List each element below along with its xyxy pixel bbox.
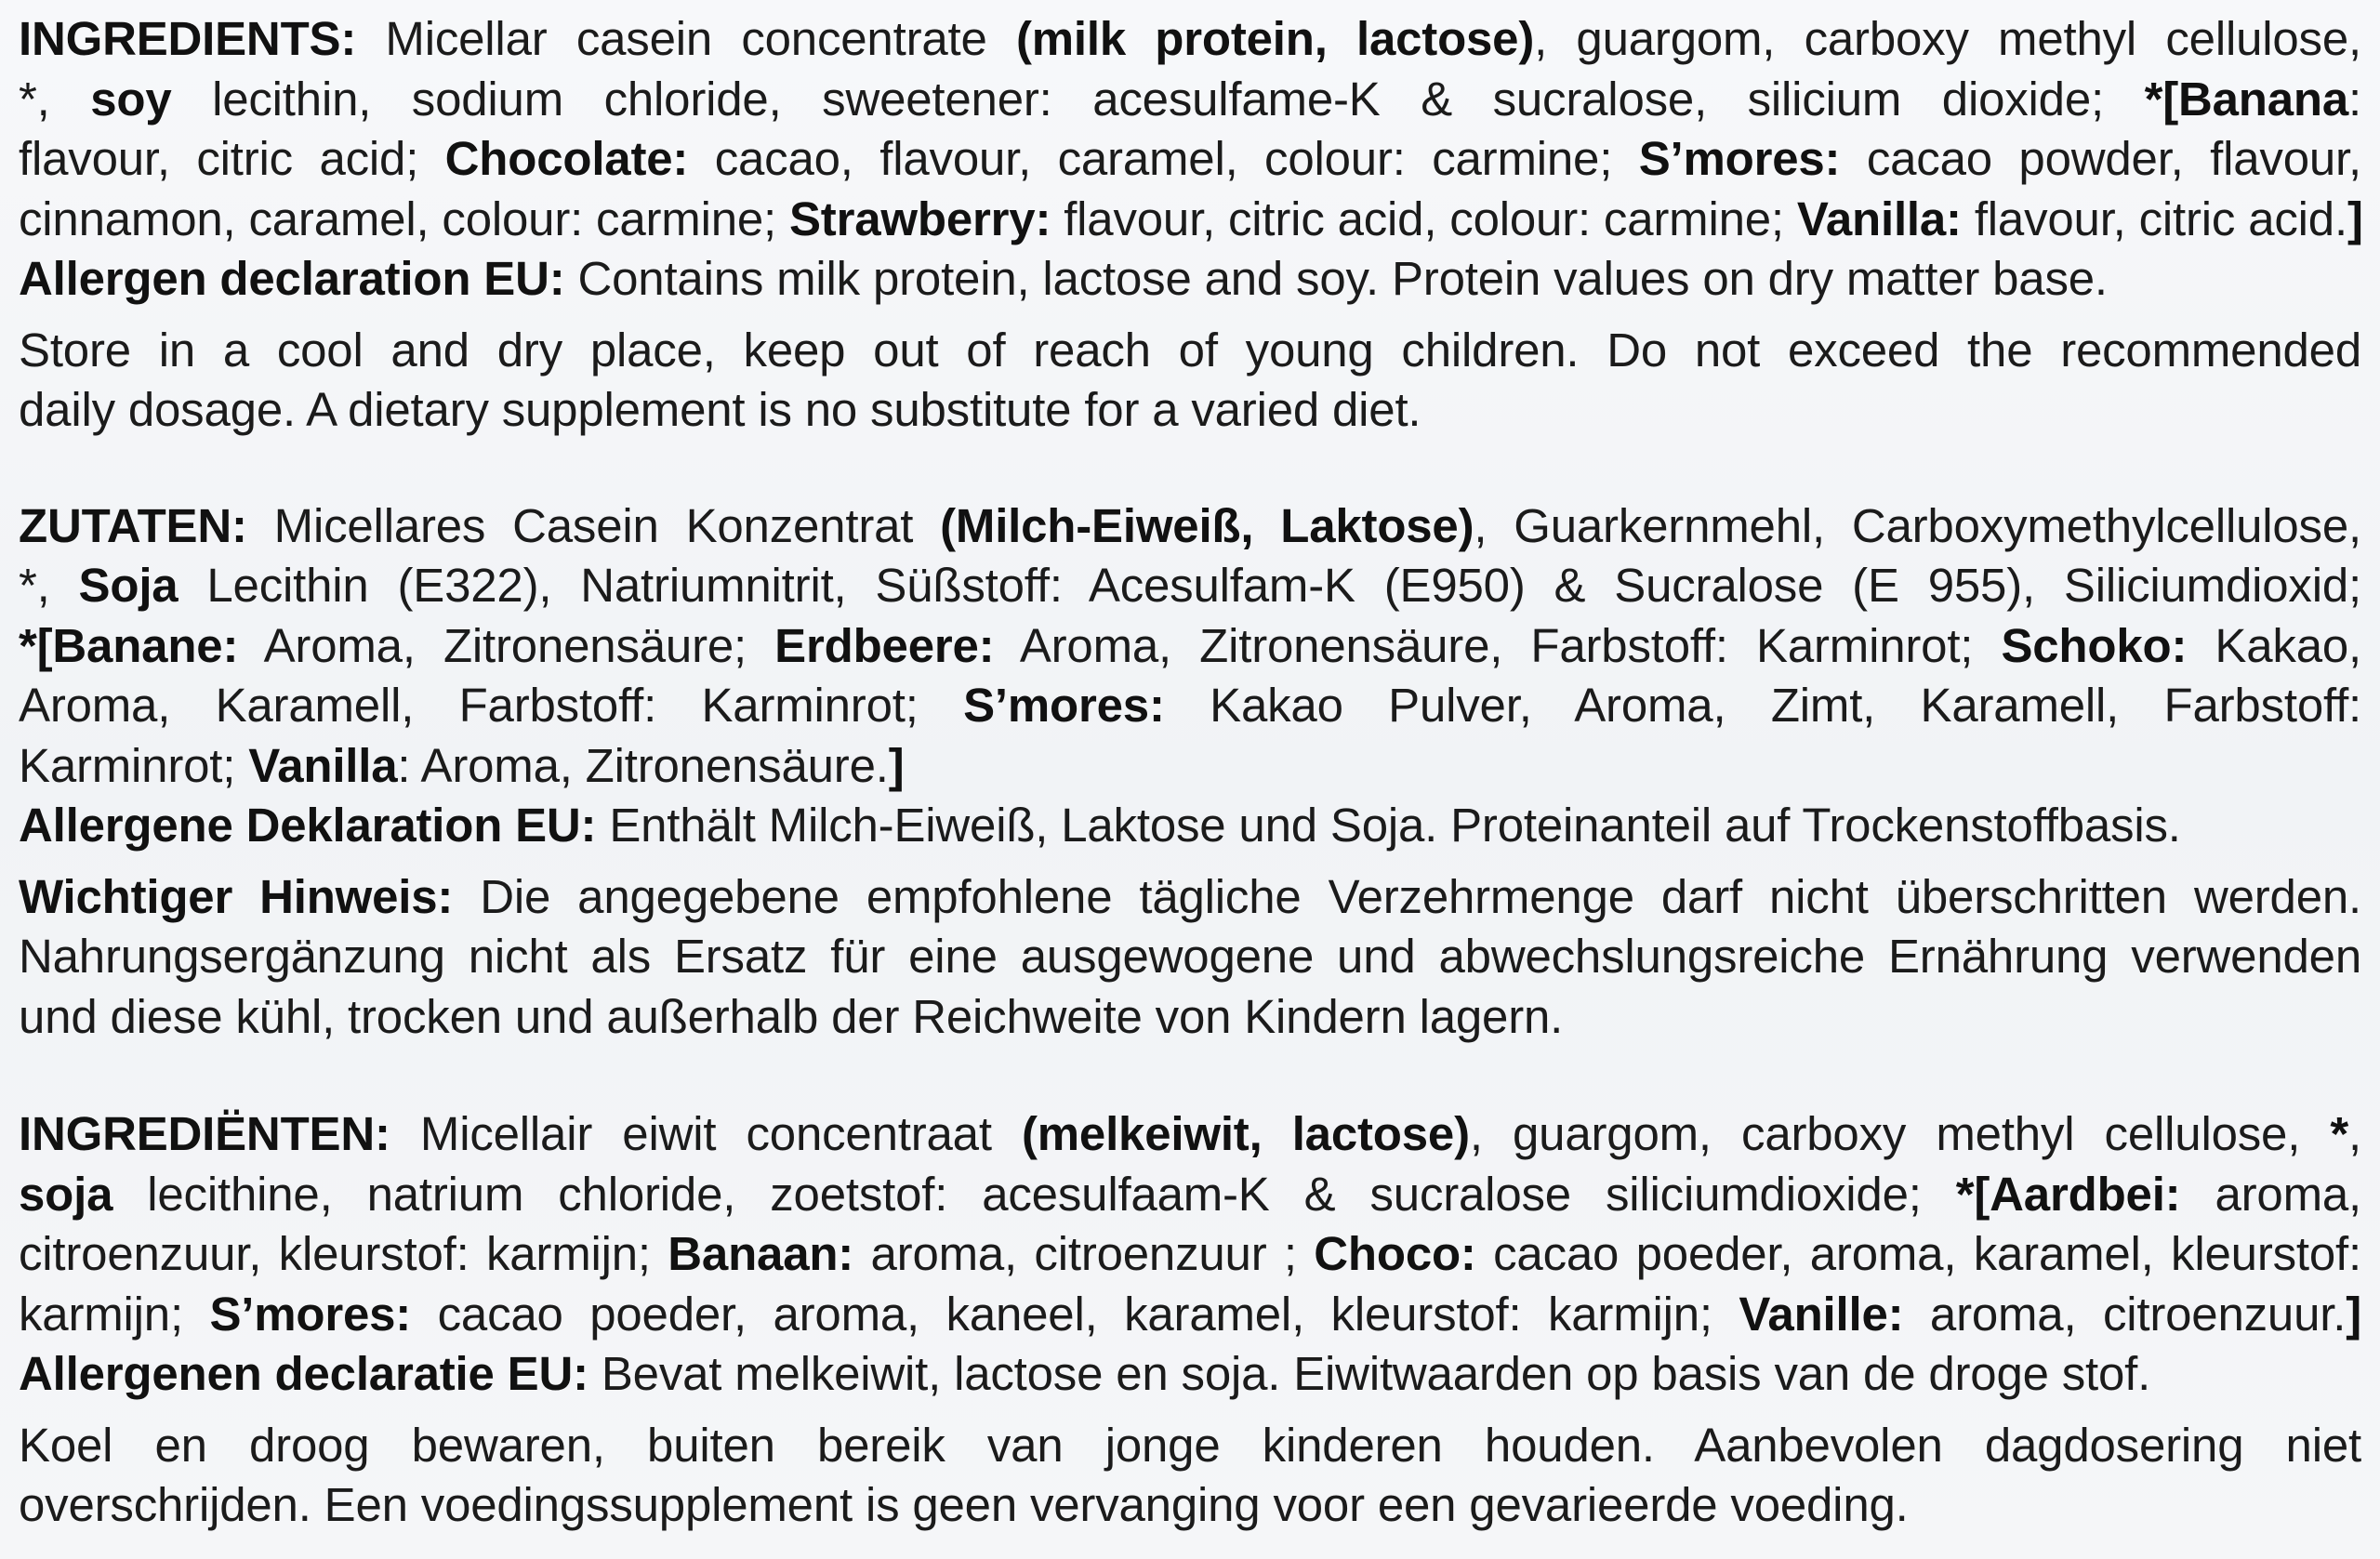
text-run: Micellar casein concentrate: [356, 12, 1016, 65]
text-run: Enthält Milch-Eiweiß, Laktose und Soja. Proteinanteil auf Trockenstoffbasis.: [596, 799, 2181, 852]
text-run: , Guarkernmehl, Carboxymethylcellulose,: [1474, 498, 2361, 552]
bold-term: S’mores:: [1638, 132, 1841, 185]
text-run: Kakao,: [2187, 618, 2361, 672]
bold-term: Allergen declaration EU:: [19, 252, 565, 305]
bold-term: *: [2330, 1107, 2348, 1160]
bold-term: Strawberry:: [788, 192, 1051, 245]
en-storage: [19, 321, 2361, 441]
text-run: aroma,: [2180, 1167, 2361, 1221]
bold-term: (Milch-Eiweiß, Laktose): [940, 498, 1474, 552]
text-run: Karminrot;: [19, 738, 249, 792]
text-run: Aroma, Zitronensäure;: [238, 618, 775, 672]
bold-term: *[Aardbei:: [1955, 1167, 2181, 1221]
bold-term: INGREDIENTS:: [19, 12, 357, 65]
nl-storage: [19, 1416, 2361, 1536]
text-line: [19, 987, 2361, 1048]
text-run: und diese kühl, trocken und außerhalb der Reichweite von Kindern lagern.: [19, 989, 1564, 1043]
de-ingredients: [19, 496, 2361, 856]
text-run: Contains milk protein, lactose and soy. Protein values on dry matter base.: [564, 252, 2108, 305]
text-run: : Aroma, Zitronensäure.: [397, 738, 889, 792]
text-run: aroma, citroenzuur.: [1903, 1287, 2347, 1341]
spacer: [19, 441, 2361, 496]
text-line: [19, 1165, 2361, 1225]
text-run: :: [2348, 72, 2362, 126]
text-run: Store in a cool and dry place, keep out of reach of young children. Do not exceed the recommended: [19, 323, 2361, 377]
text-run: Lecithin (E322), Natriumnitrit, Süßstoff: Acesulfam-K (E950) & Sucralose (E 955), Siliciumdioxid;: [178, 559, 2361, 612]
text-run: cacao poeder, aroma, kaneel, karamel, kleurstof: karmijn;: [411, 1287, 1739, 1341]
text-run: Bevat melkeiwit, lactose en soja. Eiwitwaarden op basis van de droge stof.: [588, 1347, 2151, 1400]
text-run: *,: [19, 72, 91, 126]
text-run: flavour, citric acid;: [19, 132, 445, 185]
spacer: [19, 1047, 2361, 1104]
text-run: cacao, flavour, caramel, colour: carmine;: [688, 132, 1639, 185]
text-run: daily dosage. A dietary supplement is no substitute for a varied diet.: [19, 383, 1421, 436]
text-line: [19, 556, 2361, 616]
text-line: [19, 249, 2361, 310]
text-run: ,: [2348, 1107, 2361, 1160]
bold-term: Erdbeere:: [774, 618, 995, 672]
text-run: Aroma, Karamell, Farbstoff: Karminrot;: [19, 679, 964, 732]
bold-term: *[Banane:: [19, 618, 239, 672]
text-run: cacao poeder, aroma, karamel, kleurstof:: [1475, 1227, 2361, 1280]
text-line: [19, 1344, 2361, 1405]
text-run: aroma, citroenzuur ;: [853, 1227, 1315, 1280]
bold-term: Choco:: [1314, 1227, 1476, 1280]
bold-term: (milk protein, lactose): [1015, 12, 1535, 65]
text-line: [19, 616, 2361, 677]
bold-term: ZUTATEN:: [19, 498, 247, 552]
text-line: [19, 736, 2361, 797]
text-run: Kakao Pulver, Aroma, Zimt, Karamell, Farbstoff:: [1164, 679, 2362, 732]
bold-term: ]: [888, 738, 905, 792]
text-run: Koel en droog bewaren, buiten bereik van jonge kinderen houden. Aanbevolen dagdosering niet: [19, 1418, 2361, 1472]
text-run: Aroma, Zitronensäure, Farbstoff: Karminrot;: [994, 618, 2002, 672]
text-run: , guargom, carboxy methyl cellulose,: [1534, 12, 2361, 65]
bold-term: Schoko:: [2001, 618, 2188, 672]
bold-term: (melkeiwit, lactose): [1021, 1107, 1470, 1160]
text-run: flavour, citric acid.: [1961, 192, 2347, 245]
text-line: [19, 1224, 2361, 1285]
bold-term: soja: [19, 1167, 113, 1221]
bold-term: S’mores:: [963, 679, 1165, 732]
text-run: cacao powder, flavour,: [1840, 132, 2361, 185]
nl-ingredients: [19, 1104, 2361, 1405]
text-line: [19, 1475, 2361, 1536]
text-run: Nahrungsergänzung nicht als Ersatz für eine ausgewogene und abwechslungsreiche Ernährung verwenden: [19, 930, 2361, 983]
bold-term: Banaan:: [668, 1227, 854, 1280]
text-run: flavour, citric acid, colour: carmine;: [1051, 192, 1797, 245]
text-line: [19, 321, 2361, 381]
text-run: citroenzuur, kleurstof: karmijn;: [19, 1227, 668, 1280]
text-run: *,: [19, 559, 79, 612]
bold-term: Vanilla: [248, 738, 398, 792]
bold-term: ]: [2347, 192, 2363, 245]
bold-term: ]: [2346, 1287, 2361, 1341]
bold-term: *[Banana: [2144, 72, 2349, 126]
bold-term: Vanille:: [1739, 1287, 1904, 1341]
spacer: [19, 310, 2361, 321]
text-run: Micellair eiwit concentraat: [390, 1107, 1022, 1160]
spacer: [19, 1405, 2361, 1416]
de-notice: [19, 867, 2361, 1048]
text-line: [19, 927, 2361, 987]
bold-term: soy: [90, 72, 172, 126]
bold-term: Allergene Deklaration EU:: [19, 799, 597, 852]
text-line: [19, 190, 2361, 250]
text-run: lecithine, natrium chloride, zoetstof: acesulfaam-K & sucralose siliciumdioxide;: [112, 1167, 1956, 1221]
bold-term: Vanilla:: [1796, 192, 1962, 245]
text-line: [19, 1285, 2361, 1345]
text-line: [19, 676, 2361, 736]
text-run: Die angegebene empfohlene tägliche Verzehrmenge darf nicht überschritten werden.: [453, 869, 2361, 923]
text-line: [19, 867, 2361, 928]
bold-term: Wichtiger Hinweis:: [19, 869, 454, 923]
text-line: [19, 1416, 2361, 1476]
text-run: karmijn;: [19, 1287, 210, 1341]
text-run: cinnamon, caramel, colour: carmine;: [19, 192, 789, 245]
bold-term: S’mores:: [209, 1287, 412, 1341]
text-line: [19, 129, 2361, 190]
bold-term: INGREDIËNTEN:: [19, 1107, 390, 1160]
text-run: , guargom, carboxy methyl cellulose,: [1469, 1107, 2331, 1160]
text-line: [19, 9, 2361, 70]
en-ingredients: [19, 9, 2361, 310]
text-line: [19, 380, 2361, 441]
text-run: lecithin, sodium chloride, sweetener: acesulfame-K & sucralose, silicium dioxide;: [171, 72, 2145, 126]
text-line: [19, 1104, 2361, 1165]
text-run: Micellares Casein Konzentrat: [246, 498, 941, 552]
spacer: [19, 856, 2361, 867]
text-line: [19, 70, 2361, 130]
bold-term: Allergenen declaratie EU:: [19, 1347, 588, 1400]
text-line: [19, 496, 2361, 557]
text-run: overschrijden. Een voedingssupplement is geen vervanging voor een gevarieerde voeding.: [19, 1478, 1909, 1531]
bold-term: Soja: [78, 559, 178, 612]
text-line: [19, 796, 2361, 856]
bold-term: Chocolate:: [444, 132, 689, 185]
